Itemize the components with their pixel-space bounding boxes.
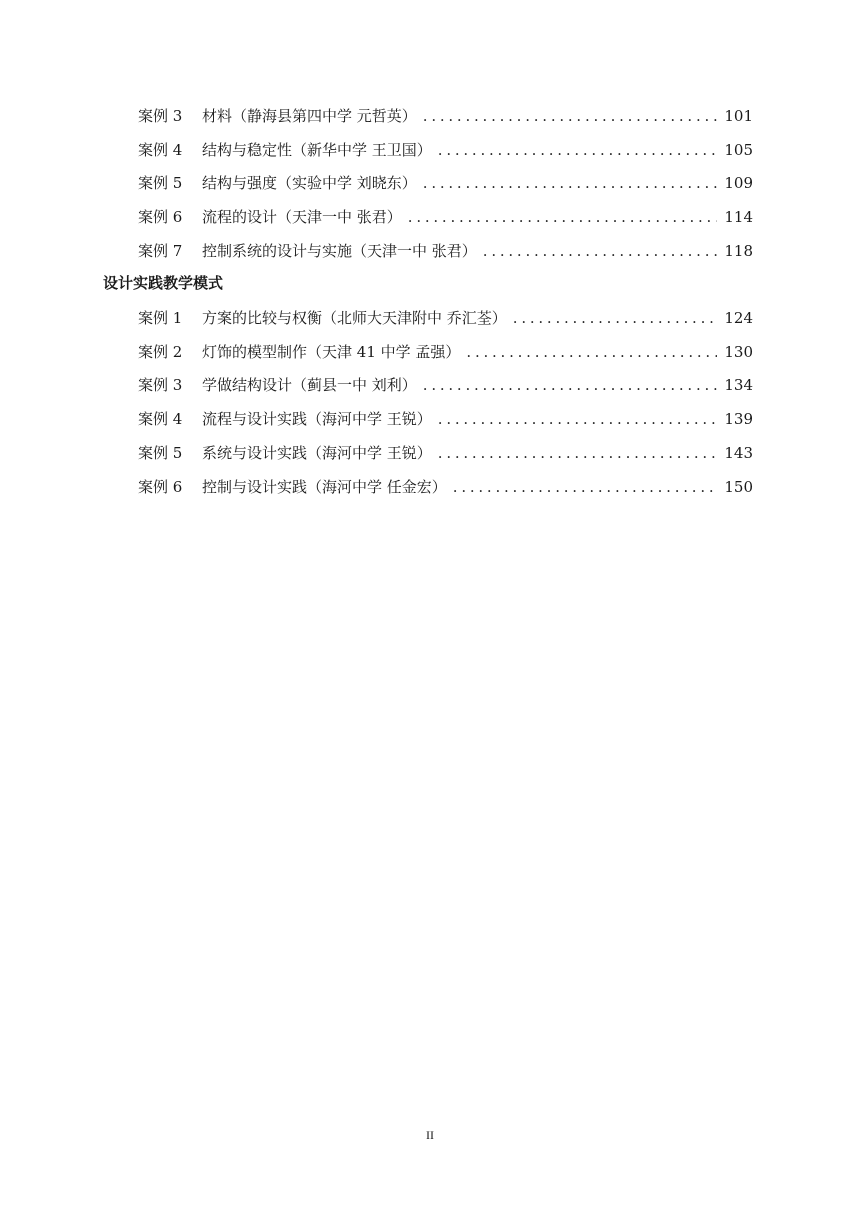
dot-leader <box>438 442 717 464</box>
case-number: 案例 5 <box>138 174 183 192</box>
case-number: 案例 7 <box>138 242 183 260</box>
entry-page: 134 <box>724 376 753 394</box>
toc-entry[interactable] <box>138 105 753 127</box>
dot-leader <box>423 105 717 127</box>
entry-page: 143 <box>724 444 753 462</box>
dot-leader <box>513 307 717 329</box>
toc-entry[interactable] <box>138 476 753 498</box>
entry-title: 流程的设计（天津一中 张君） <box>202 208 402 226</box>
toc-entry[interactable] <box>138 408 753 430</box>
page-number: II <box>426 1128 434 1142</box>
entry-page: 109 <box>724 174 753 192</box>
entry-title: 方案的比较与权衡（北师大天津附中 乔汇荃） <box>202 309 507 327</box>
toc-entry[interactable] <box>138 341 753 363</box>
case-number: 案例 3 <box>138 107 183 125</box>
dot-leader <box>408 206 717 228</box>
entry-page: 124 <box>724 309 753 327</box>
toc-entry[interactable] <box>138 307 753 329</box>
case-number: 案例 5 <box>138 444 183 462</box>
toc-entry[interactable] <box>138 374 753 396</box>
entry-page: 101 <box>724 107 753 125</box>
dot-leader <box>453 476 717 498</box>
dot-leader <box>438 139 717 161</box>
case-number: 案例 4 <box>138 410 183 428</box>
entry-page: 130 <box>724 343 753 361</box>
section-heading: 设计实践教学模式 <box>103 274 224 292</box>
toc-entry[interactable] <box>138 139 753 161</box>
dot-leader <box>423 172 717 194</box>
dot-leader <box>423 374 717 396</box>
case-number: 案例 2 <box>138 343 183 361</box>
entry-title: 学做结构设计（蓟县一中 刘利） <box>202 376 417 394</box>
entry-title: 控制系统的设计与实施（天津一中 张君） <box>202 242 477 260</box>
dot-leader <box>483 240 717 262</box>
toc-entry[interactable] <box>138 240 753 262</box>
toc-entry[interactable] <box>138 206 753 228</box>
case-number: 案例 6 <box>138 478 183 496</box>
case-number: 案例 6 <box>138 208 183 226</box>
entry-title: 系统与设计实践（海河中学 王锐） <box>202 444 432 462</box>
entry-title: 灯饰的模型制作（天津 41 中学 孟强） <box>202 343 461 361</box>
entry-page: 118 <box>724 242 753 260</box>
toc-entry[interactable] <box>138 442 753 464</box>
entry-page: 114 <box>724 208 753 226</box>
case-number: 案例 4 <box>138 141 183 159</box>
entry-title: 控制与设计实践（海河中学 任金宏） <box>202 478 447 496</box>
entry-title: 材料（静海县第四中学 元哲英） <box>202 107 417 125</box>
entry-title: 结构与稳定性（新华中学 王卫国） <box>202 141 432 159</box>
case-number: 案例 1 <box>138 309 183 327</box>
dot-leader <box>438 408 717 430</box>
entry-title: 流程与设计实践（海河中学 王锐） <box>202 410 432 428</box>
case-number: 案例 3 <box>138 376 183 394</box>
dot-leader <box>466 341 717 363</box>
entry-page: 139 <box>724 410 753 428</box>
entry-page: 150 <box>724 478 753 496</box>
entry-page: 105 <box>724 141 753 159</box>
entry-title: 结构与强度（实验中学 刘晓东） <box>202 174 417 192</box>
toc-entry[interactable] <box>138 172 753 194</box>
